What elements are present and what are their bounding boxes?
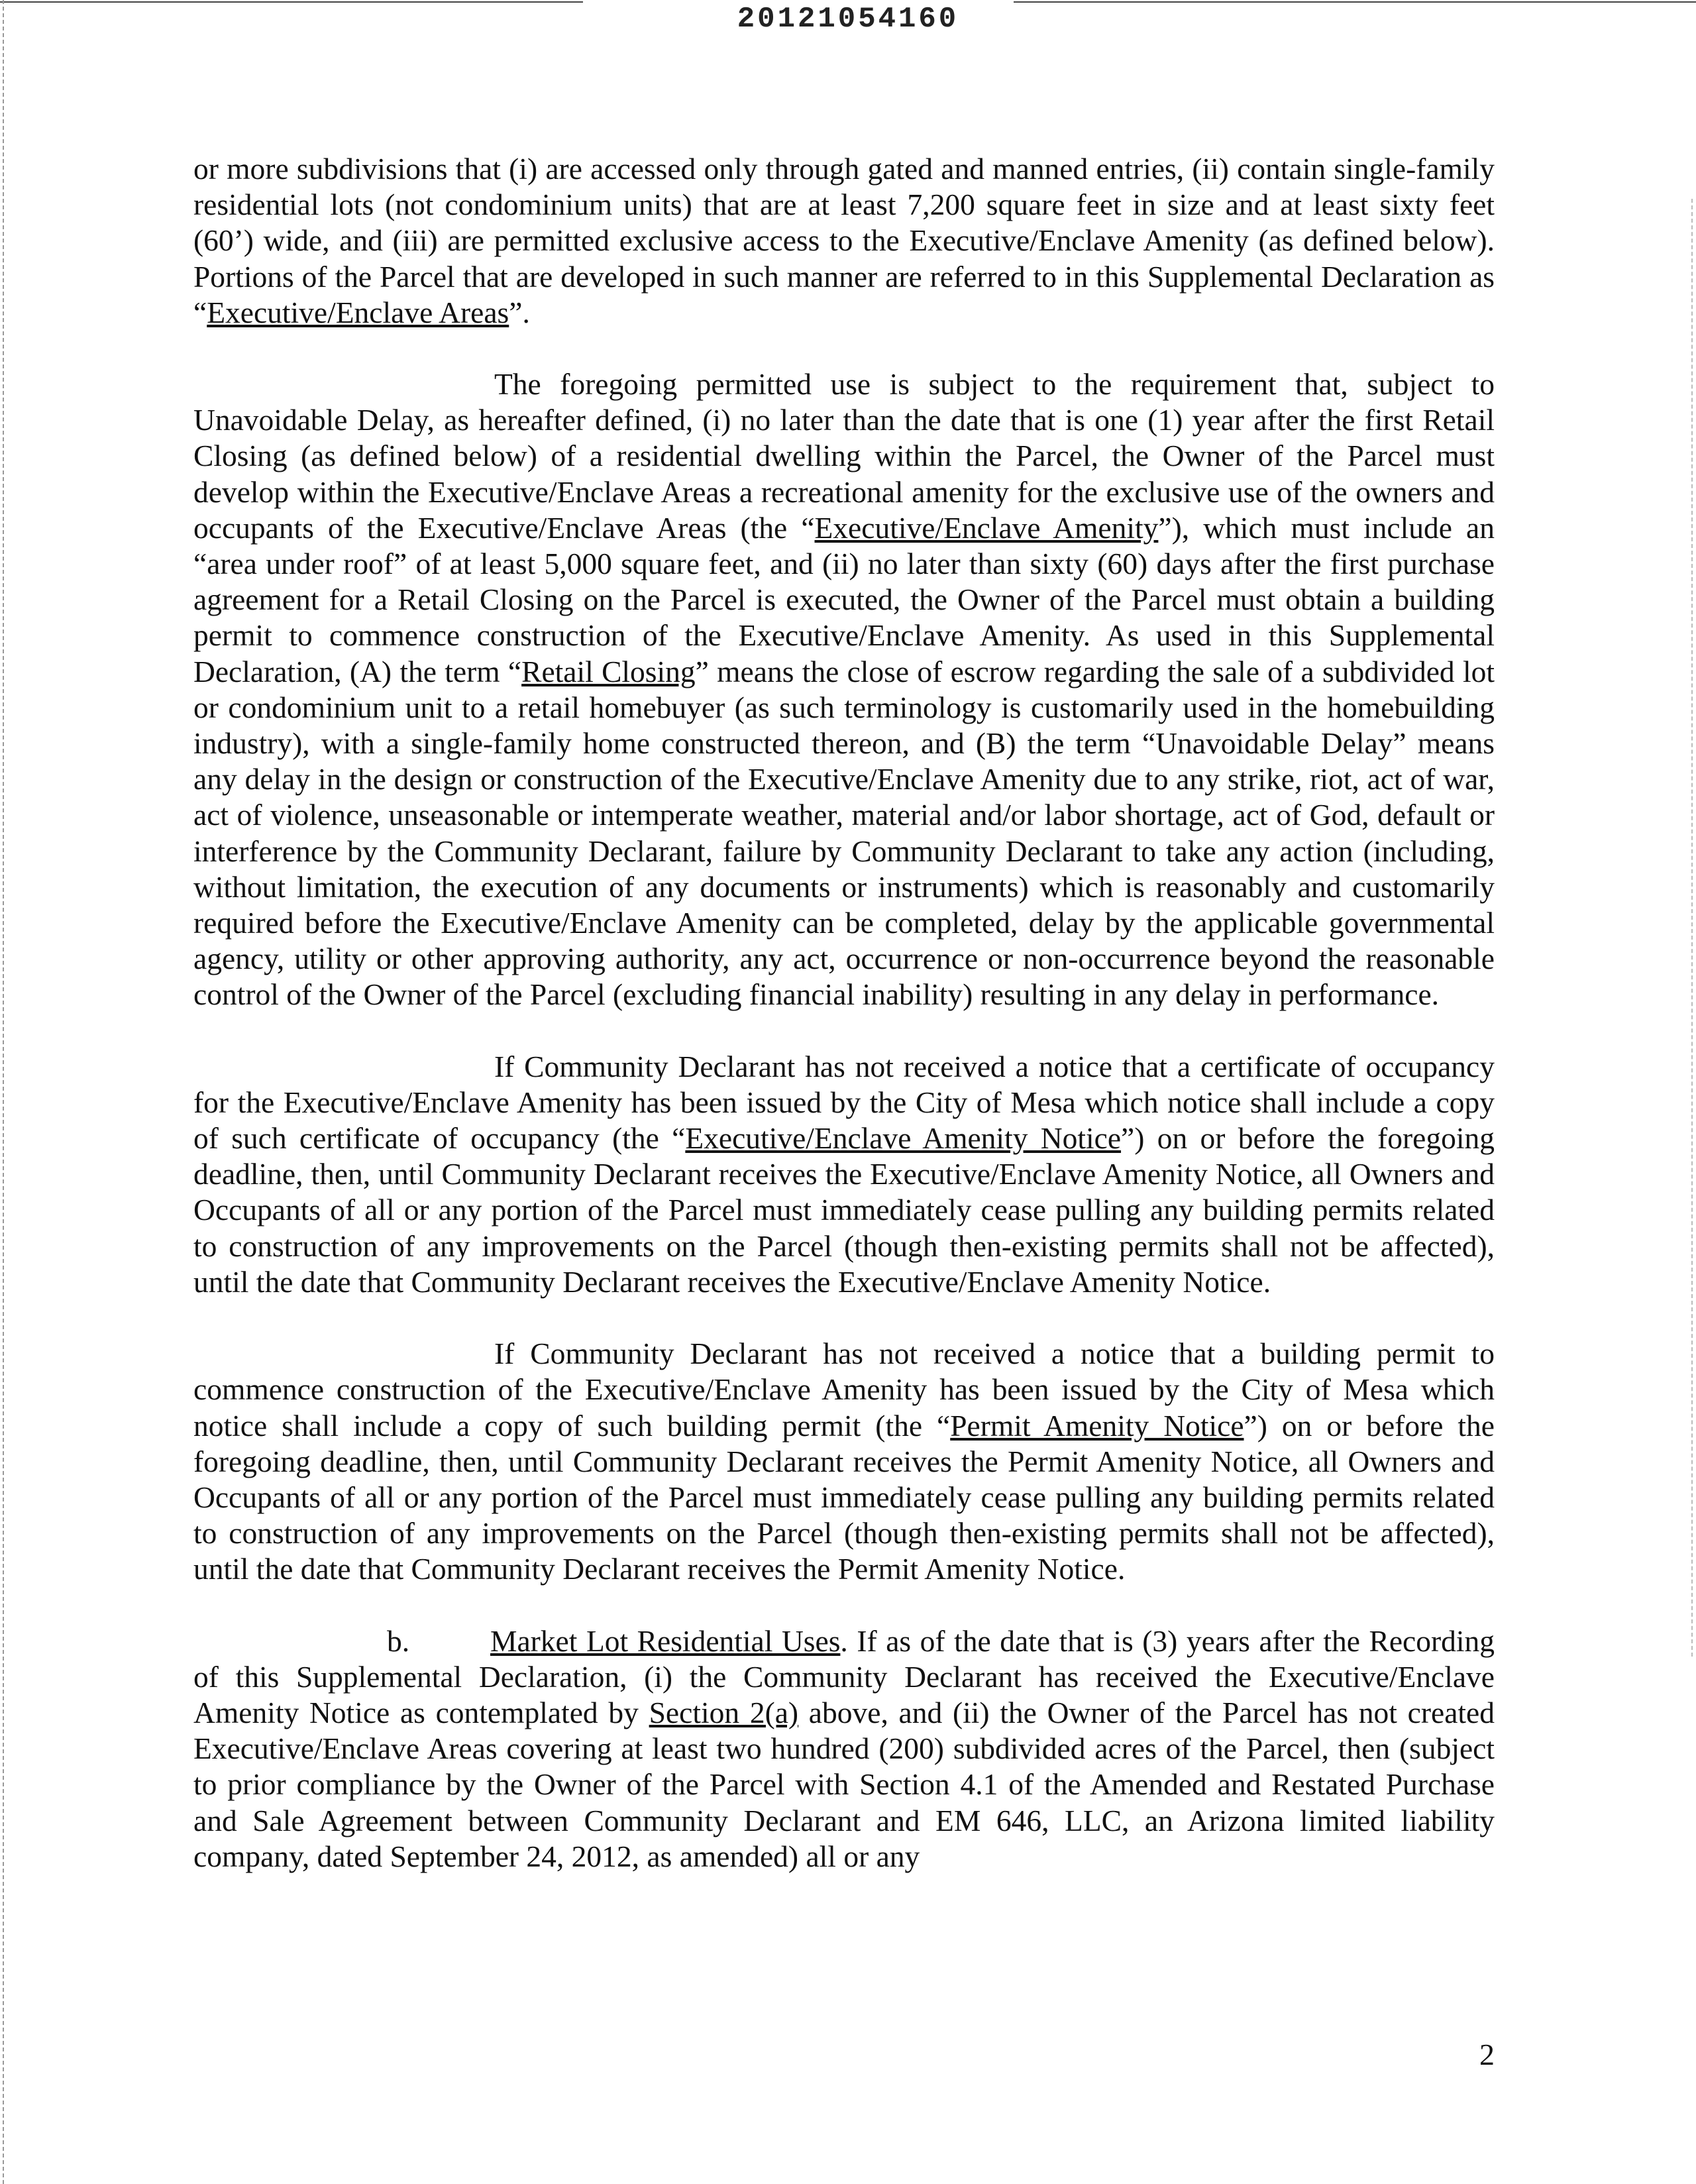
defined-term-retail-closing: Retail Closing (521, 654, 696, 688)
paragraph-continuation: or more subdivisions that (i) are accessed only through gated and manned entries, (ii) contain single-family residential lots (not condominium units) that are at least 7,200 square feet in size and at least sixty feet (60’) wide, and (iii) are permitted exclusive access to the Executive/Enclave Amenity (as defined below). Portions of the Parcel that are developed in such manner are referred to in this Supplemental Declaration as “Executive/Enclave Areas”. (193, 152, 1495, 329)
cross-reference-section-2a: Section 2(a) (649, 1695, 799, 1729)
scan-edge-left (3, 0, 4, 2184)
paragraph-certificate-of-occupancy: If Community Declarant has not received a notice that a certificate of occupancy for the Executive/Enclave Amenity has been issued by the City of Mesa which notice shall include a copy of such certificate of occupancy (the “Executive/Enclave Amenity Notice”) on or before the foregoing deadline, then, until Community Declarant receives the Executive/Enclave Amenity Notice, all Owners and Occupants of all or any portion of the Parcel must immediately cease pulling any building permits related to construction of any improvements on the Parcel (though then-existing permits shall not be affected), until the date that Community Declarant receives the Executive/Enclave Amenity Notice. (193, 1049, 1495, 1299)
section-b-market-lot-residential-uses: b. Market Lot Residential Uses. If as of the date that is (3) years after the Recording of this Supplemental Declaration, (i) the Community Declarant has received the Executive/Enclave Amenity Notice as contemplated by Section 2(a) above, and (ii) the Owner of the Parcel has not created Executive/Enclave Areas covering at least two hundred (200) subdivided acres of the Parcel, then (subject to prior compliance by the Owner of the Parcel with Section 4.1 of the Amended and Restated Purchase and Sale Agreement between Community Declarant and EM 646, LLC, an Arizona limited liability company, dated September 24, 2012, as amended) all or any (193, 1623, 1495, 1873)
section-heading: Market Lot Residential Uses (490, 1623, 841, 1658)
recording-number: 20121054160 (737, 3, 959, 36)
defined-term-executive-enclave-areas: Executive/Enclave Areas (207, 295, 509, 329)
defined-term-amenity-notice: Executive/Enclave Amenity Notice (685, 1121, 1122, 1156)
page-number: 2 (1479, 2038, 1495, 2071)
section-marker: b. (387, 1623, 410, 1658)
scan-edge-right (1691, 199, 1693, 1657)
paragraph-building-permit: If Community Declarant has not received a notice that a building permit to commence construction of the Executive/Enclave Amenity has been issued by the City of Mesa which notice shall include a copy of such building permit (the “Permit Amenity Notice”) on or before the foregoing deadline, then, until Community Declarant receives the Permit Amenity Notice, all Owners and Occupants of all or any portion of the Parcel must immediately cease pulling any building permits related to construction of any improvements on the Parcel (though then-existing permits shall not be affected), until the date that Community Declarant receives the Permit Amenity Notice. (193, 1337, 1495, 1586)
defined-term-executive-enclave-amenity: Executive/Enclave Amenity (814, 510, 1159, 545)
document-body (193, 151, 1495, 1875)
defined-term-permit-amenity-notice: Permit Amenity Notice (950, 1408, 1244, 1443)
paragraph-permitted-use-requirement: The foregoing permitted use is subject to the requirement that, subject to Unavoidable Delay, as hereafter defined, (i) no later than the date that is one (1) year after the first Retail Closing (as defined below) of a residential dwelling within the Parcel, the Owner of the Parcel must develop within the Executive/Enclave Areas a recreational amenity for the exclusive use of the owners and occupants of the Executive/Enclave Areas (the “Executive/Enclave Amenity”), which must include an “area under roof” of at least 5,000 square feet, and (ii) no later than sixty (60) days after the first purchase agreement for a Retail Closing on the Parcel is executed, the Owner of the Parcel must obtain a building permit to commence construction of the Executive/Enclave Amenity. As used in this Supplemental Declaration, (A) the term “Retail Closing” means the close of escrow regarding the sale of a subdivided lot or condominium unit to a retail homebuyer (as such terminology is customarily used in the homebuilding industry), with a single-family home constructed thereon, and (B) the term “Unavoidable Delay” means any delay in the design or construction of the Executive/Enclave Amenity due to any strike, riot, act of war, act of violence, unseasonable or intemperate weather, material and/or labor shortage, act of God, default or interference by the Community Declarant, failure by Community Declarant to take any action (including, without limitation, the execution of any documents or instruments) which is reasonably and customarily required before the Executive/Enclave Amenity can be completed, delay by the applicable governmental agency, utility or other approving authority, any act, occurrence or non-occurrence beyond the reasonable control of the Owner of the Parcel (excluding financial inability) resulting in any delay in performance. (193, 367, 1495, 1012)
